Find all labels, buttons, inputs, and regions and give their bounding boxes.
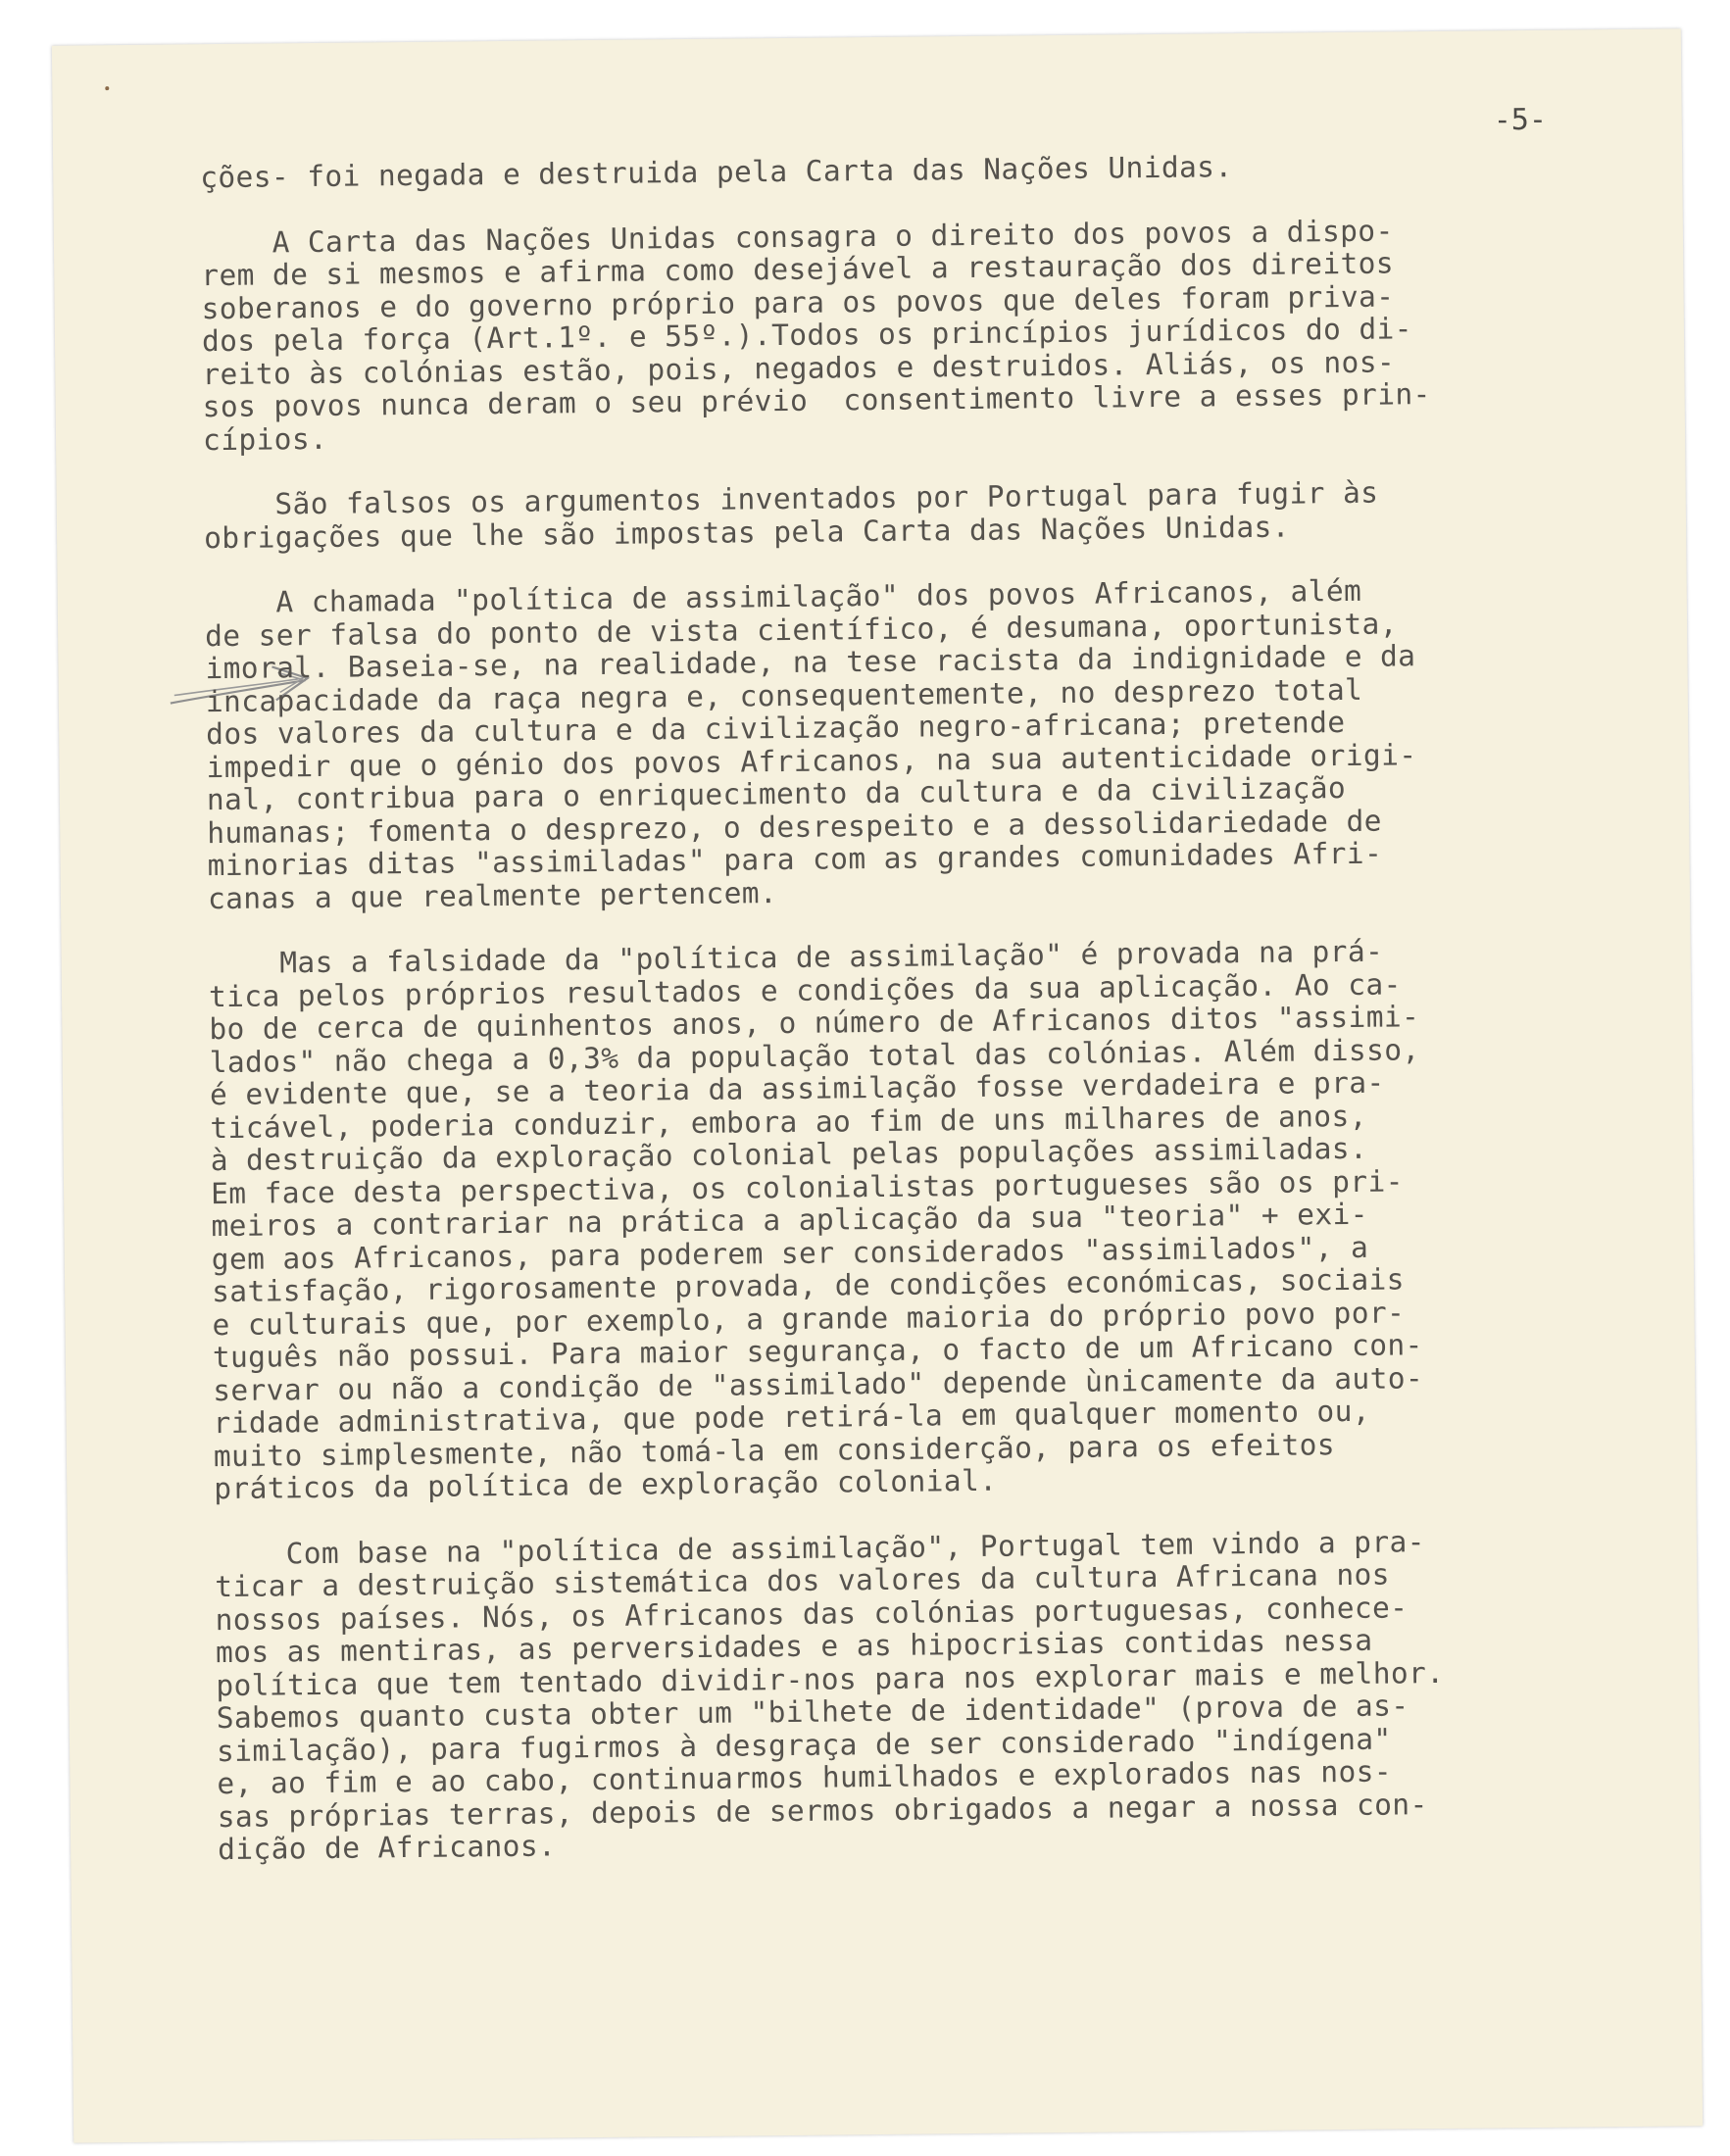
paragraph xyxy=(208,935,1442,1506)
text-line: rem de si mesmos e afirma como desejável a restauração dos direitos xyxy=(201,246,1395,293)
text-line: imoral. Baseia-se, na realidade, na tese racista da indignidade e da xyxy=(205,639,1416,686)
text-line: satisfação, rigorosamente provada, de condições económicas, sociais xyxy=(211,1262,1406,1309)
text-line: Em face desta perspectiva, os colonialistas portugueses são os pri- xyxy=(210,1163,1404,1210)
text-line: obrigações que lhe são impostas pela Carta das Nações Unidas. xyxy=(203,510,1291,555)
paragraph xyxy=(215,1525,1447,1866)
ink-speck xyxy=(105,86,109,90)
text-line: gem aos Africanos, para poderem ser considerados "assimilados", a xyxy=(211,1230,1369,1276)
text-line: servar ou não a condição de "assimilado" depende ùnicamente da auto- xyxy=(213,1360,1424,1407)
text-line: Sabemos quanto custa obter um "bilhete de identidade" (prova de as- xyxy=(216,1689,1409,1736)
text-line: sas próprias terras, depois de sermos obrigados a negar a nossa con- xyxy=(217,1787,1428,1834)
text-line: Mas a falsidade da "política de assimilação" é provada na prá- xyxy=(208,934,1384,981)
text-line: bo de cerca de quinhentos anos, o número de Africanos ditos "assimi- xyxy=(209,1000,1420,1047)
text-line: similação), para fugirmos à desgraça de ser considerado "indígena" xyxy=(216,1722,1392,1768)
text-line: A Carta das Nações Unidas consagra o direito dos povos a dispo- xyxy=(200,213,1394,260)
text-line: Com base na "política de assimilação", Portugal tem vindo a pra- xyxy=(214,1524,1425,1571)
text-line: canas a que realmente pertencem. xyxy=(207,875,778,915)
body-text xyxy=(200,149,1446,1867)
text-line: ticar a destruição sistemática dos valores da cultura Africana nos xyxy=(215,1557,1391,1604)
text-line: humanas; fomenta o desprezo, o desrespeito e a dessolidariedade de xyxy=(207,804,1382,850)
text-line: A chamada "política de assimilação" dos povos Africanos, além xyxy=(204,573,1362,620)
text-line: e, ao fim e ao cabo, continuarmos humilhados e explorados nas nos- xyxy=(217,1754,1393,1801)
text-line: nossos países. Nós, os Africanos das colónias portuguesas, conhece- xyxy=(215,1590,1409,1637)
text-line: lados" não chega a 0,3% da população total das colónias. Além disso, xyxy=(209,1032,1420,1079)
text-line: meiros a contrariar na prática a aplicação da sua "teoria" + exi- xyxy=(211,1197,1369,1244)
paragraph xyxy=(205,574,1437,915)
paragraph xyxy=(204,476,1433,555)
text-line: impedir que o génio dos povos Africanos, na sua autenticidade origi- xyxy=(206,737,1417,784)
text-line: mos as mentiras, as perversidades e as hipocrisias contidas nessa xyxy=(215,1623,1373,1670)
text-line: tuguês não possui. Para maior segurança, o facto de um Africano con- xyxy=(212,1328,1423,1375)
text-line: nal, contribua para o enriquecimento da cultura e da civilização xyxy=(206,770,1347,817)
page-number: -5- xyxy=(1493,102,1548,138)
paragraph xyxy=(201,215,1431,458)
text-line: ridade administrativa, que pode retirá-la em qualquer momento ou, xyxy=(213,1394,1371,1441)
text-line: ções- foi negada e destruida pela Carta das Nações Unidas. xyxy=(200,150,1233,195)
text-line: ticável, poderia conduzir, embora ao fim de uns milhares de anos, xyxy=(210,1099,1367,1145)
text-line: muito simplesmente, não tomá-la em considerção, para os efeitos xyxy=(213,1427,1336,1473)
text-line: São falsos os argumentos inventados por Portugal para fugir às xyxy=(203,475,1379,522)
text-line: dição de Africanos. xyxy=(217,1829,557,1867)
text-line: dos valores da cultura e da civilização negro-africana; pretende xyxy=(206,705,1346,752)
text-line: práticos da política de exploração colonial. xyxy=(214,1463,998,1506)
text-line: sos povos nunca deram o seu prévio consentimento livre a esses prin- xyxy=(202,377,1431,424)
text-line: dos pela força (Art.1º. e 55º.).Todos os princípios jurídicos do di- xyxy=(201,312,1413,359)
text-line: e culturais que, por exemplo, a grande maioria do próprio povo por- xyxy=(212,1295,1406,1342)
text-line: é evidente que, se a teoria da assimilação fosse verdadeira e pra- xyxy=(209,1065,1385,1112)
typed-page xyxy=(52,28,1703,2142)
text-line: à destruição da exploração colonial pelas populações assimiladas. xyxy=(210,1131,1368,1178)
text-line: de ser falsa do ponto de vista científico, é desumana, oportunista, xyxy=(204,606,1399,653)
text-line: soberanos e do governo próprio para os povos que deles foram priva- xyxy=(201,278,1395,325)
text-line: reito às colónias estão, pois, negados e destruidos. Aliás, os nos- xyxy=(202,344,1396,391)
text-line: tica pelos próprios resultados e condições da sua aplicação. Ao ca- xyxy=(208,966,1402,1013)
text-line: política que tem tentado dividir-nos para nos explorar mais e melhor. xyxy=(216,1655,1445,1702)
text-line: cípios. xyxy=(202,421,328,457)
text-line: incapacidade da raça negra e, consequentemente, no desprezo total xyxy=(205,672,1363,718)
text-line: minorias ditas "assimiladas" para com as grandes comunidades Afri- xyxy=(207,836,1383,883)
